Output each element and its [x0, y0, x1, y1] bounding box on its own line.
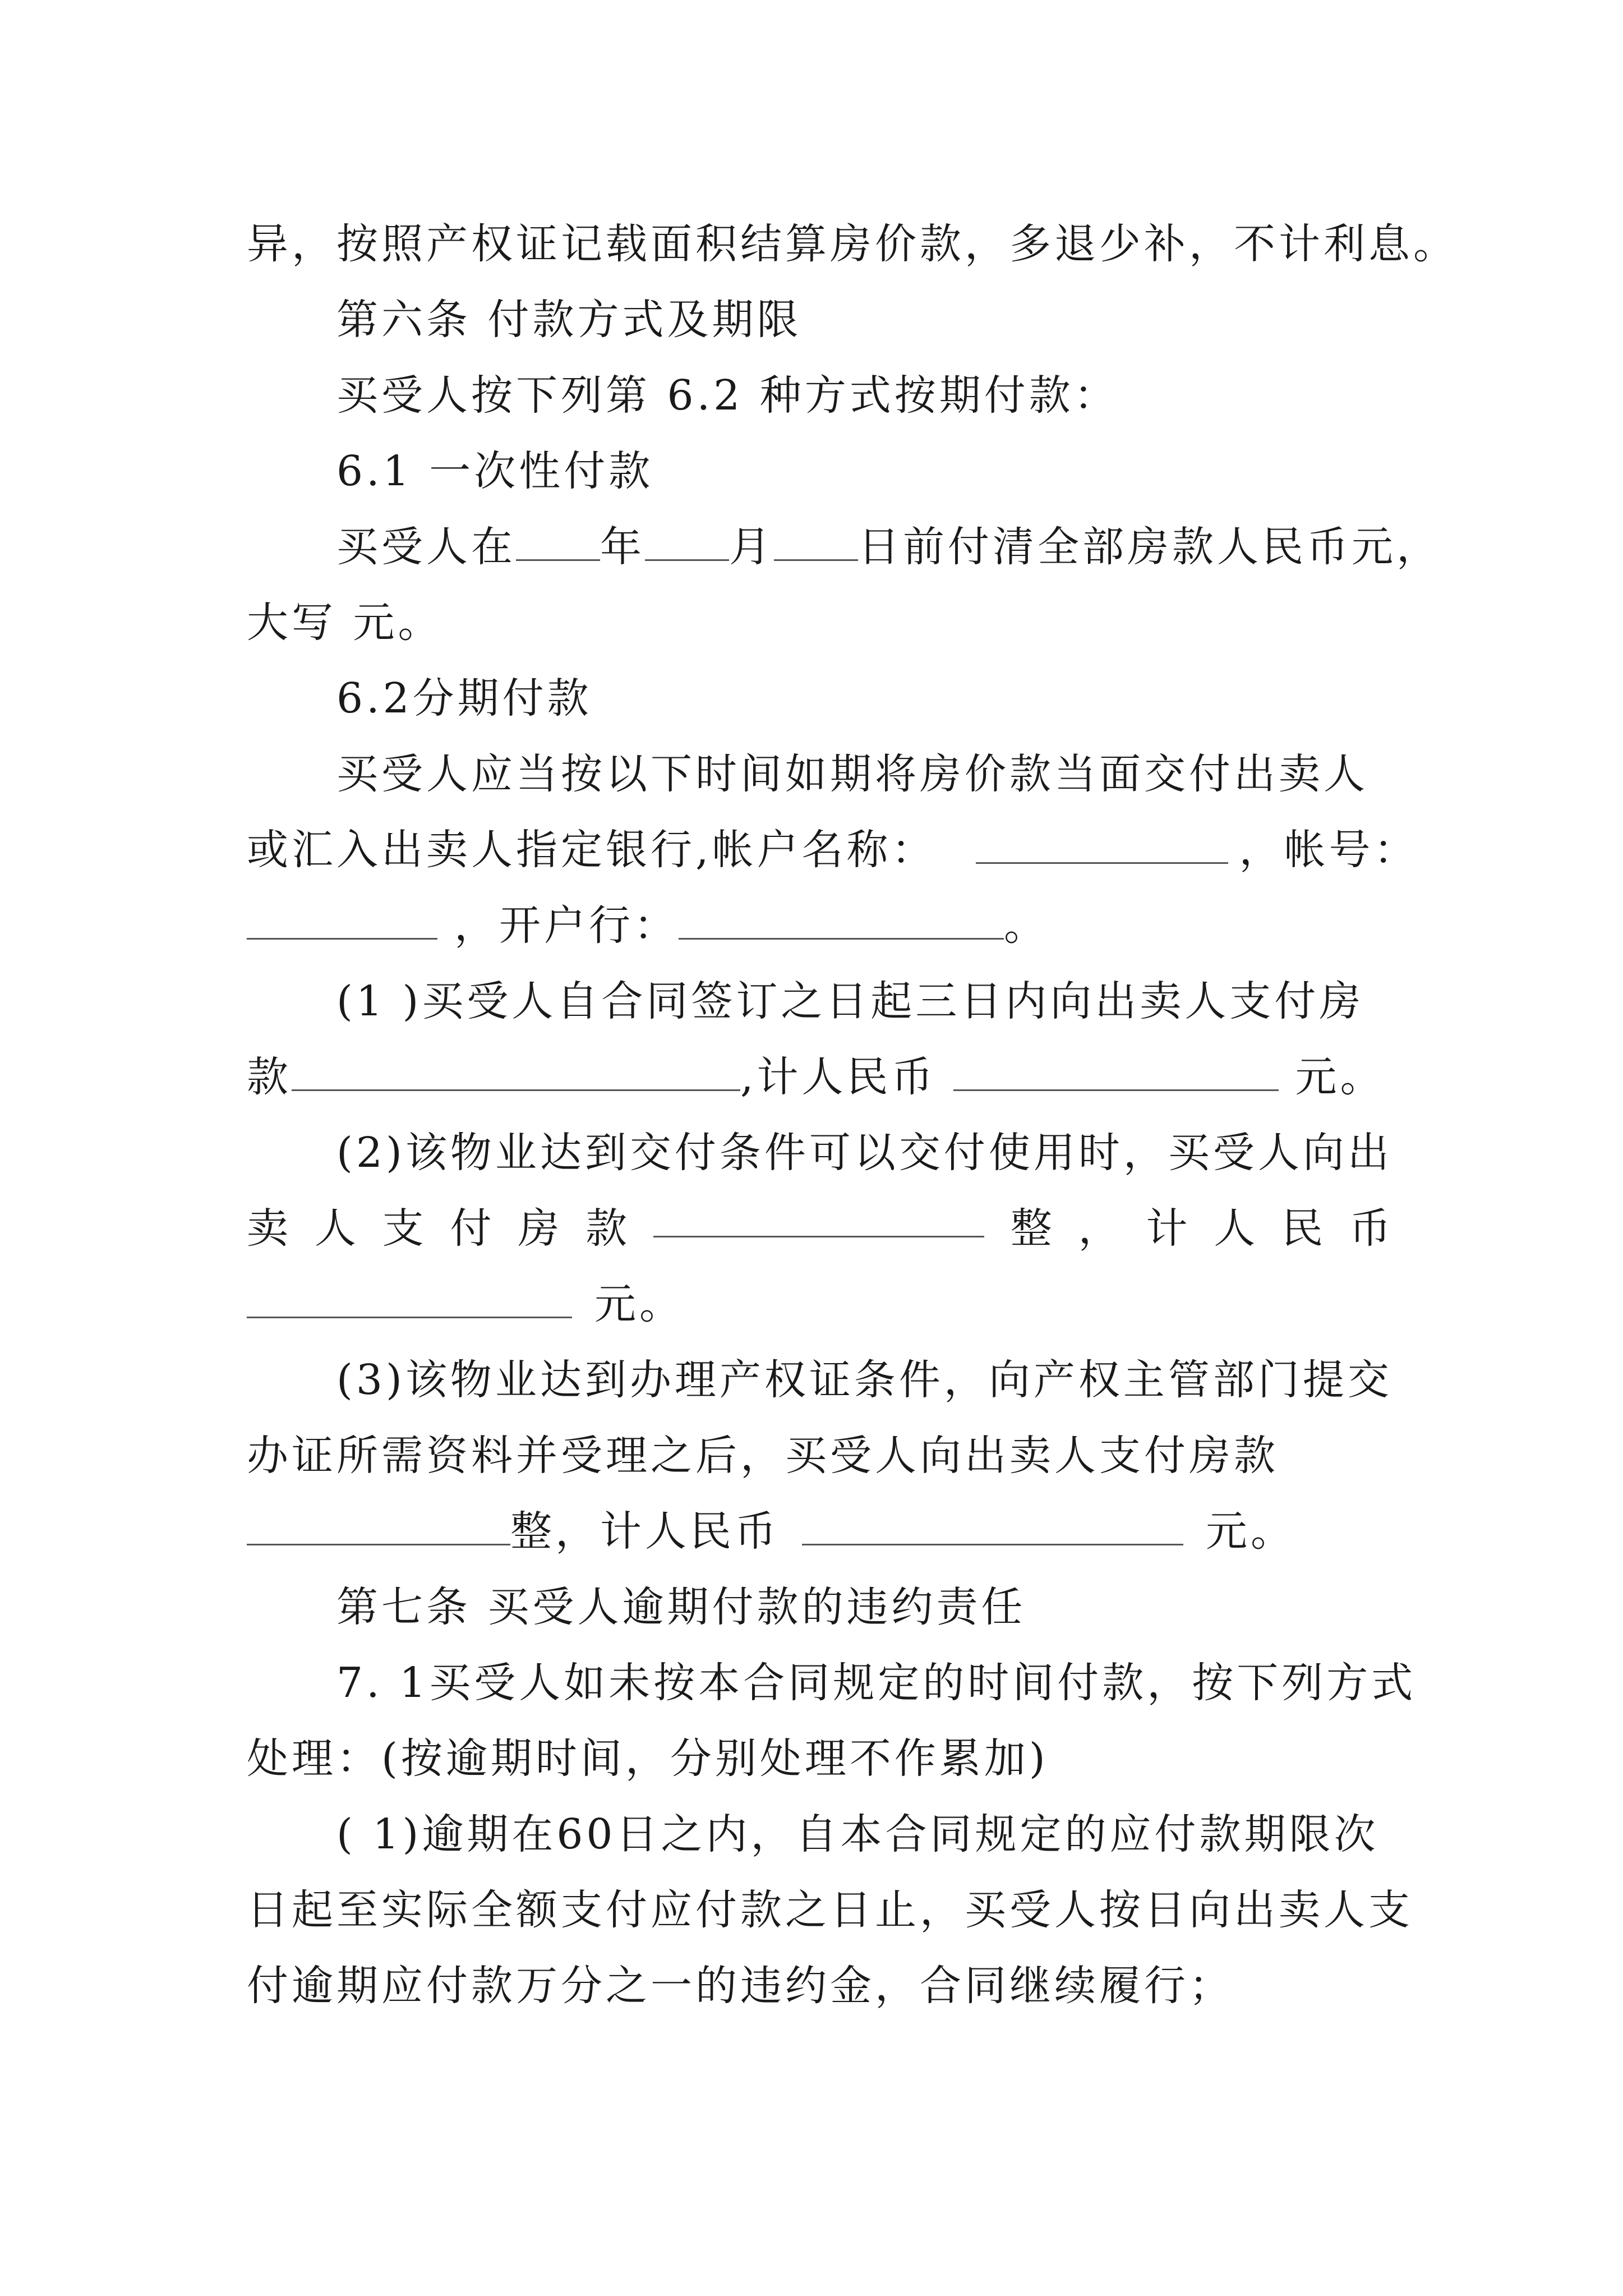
fill-blank — [953, 1046, 1279, 1091]
text-char: 币 — [1349, 1204, 1391, 1253]
fill-blank — [802, 1500, 1183, 1545]
text-char: 款 — [585, 1204, 628, 1253]
text-line — [247, 1041, 1391, 1114]
text-segment: 整，计人民币 — [510, 1507, 780, 1556]
text-char: 付 — [450, 1204, 492, 1253]
text-segment: 元。 — [1206, 1507, 1295, 1556]
fill-blank — [516, 516, 600, 561]
text-line: 异，按照产权证记载面积结算房价款，多退少补，不计利息。 — [247, 220, 1458, 268]
text-line: 处理：(按逾期时间，分别处理不作累加) — [247, 1734, 1049, 1783]
section-heading: 第七条 买受人逾期付款的违约责任 — [336, 1583, 1026, 1631]
subsection-heading: 6.2分期付款 — [336, 674, 592, 723]
text-line: ( 1)逾期在60日之内，自本合同规定的应付款期限次 — [336, 1810, 1379, 1858]
text-segment: 年 — [600, 523, 645, 571]
text-line — [247, 1268, 1391, 1341]
text-line — [247, 889, 1391, 962]
text-char: 支 — [382, 1204, 424, 1253]
text-line: (1 )买受人自合同签订之日起三日内向出卖人支付房 — [336, 977, 1364, 1025]
text-char: 人 — [314, 1204, 356, 1253]
text-char: 人 — [1214, 1204, 1256, 1253]
text-segment: 月 — [729, 523, 774, 571]
fill-blank — [645, 516, 729, 561]
text-segment: ,计人民币 — [740, 1053, 937, 1101]
text-char: 卖 — [247, 1204, 288, 1253]
text-segment: ，帐号： — [1239, 826, 1419, 874]
text-segment: 买受人在 — [336, 523, 516, 571]
text-segment: 。 — [1004, 901, 1049, 950]
text-line: (2)该物业达到交付条件可以交付使用时，买受人向出 — [336, 1129, 1393, 1177]
text-segment: 或汇入出卖人指定银行,帐户名称： — [247, 826, 937, 874]
fill-blank — [774, 516, 858, 561]
text-line: (3)该物业达到办理产权证条件，向产权主管部门提交 — [336, 1356, 1393, 1404]
text-segment: 款 — [247, 1053, 292, 1101]
text-line — [247, 813, 1419, 886]
text-char: 计 — [1146, 1204, 1188, 1253]
text-char: 整 — [1010, 1204, 1052, 1253]
fill-blank — [247, 894, 437, 940]
fill-blank — [679, 894, 1004, 940]
text-line — [336, 510, 1441, 583]
text-line: 办证所需资料并受理之后，买受人向出卖人支付房款 — [247, 1432, 1279, 1480]
fill-blank — [976, 818, 1228, 864]
fill-blank — [247, 1273, 572, 1318]
fill-blank — [292, 1046, 740, 1091]
fill-blank — [247, 1500, 510, 1545]
text-segment: ，开户行： — [454, 901, 679, 950]
text-line: 买受人按下列第 6.2 种方式按期付款： — [336, 371, 1119, 420]
section-heading: 第六条 付款方式及期限 — [336, 296, 802, 344]
text-segment: 元。 — [594, 1280, 684, 1328]
text-line: 买受人应当按以下时间如期将房价款当面交付出卖人 — [336, 750, 1368, 798]
text-char: 房 — [518, 1204, 560, 1253]
subsection-heading: 6.1 一次性付款 — [336, 447, 654, 495]
text-char: 民 — [1281, 1204, 1324, 1253]
text-line: 付逾期应付款万分之一的违约金，合同继续履行； — [247, 1962, 1234, 2010]
text-line: 大写 元。 — [247, 599, 443, 647]
text-char: ， — [1078, 1204, 1120, 1253]
text-line: 7. 1买受人如未按本合同规定的时间付款，按下列方式 — [336, 1659, 1417, 1707]
text-line-justified — [247, 1192, 1391, 1265]
fill-blank — [653, 1192, 984, 1237]
text-line: 日起至实际全额支付应付款之日止，买受人按日向出卖人支 — [247, 1886, 1413, 1934]
text-segment: 日前付清全部房款人民币元， — [858, 523, 1441, 571]
text-line — [247, 1495, 1391, 1568]
text-segment: 元。 — [1295, 1053, 1385, 1101]
